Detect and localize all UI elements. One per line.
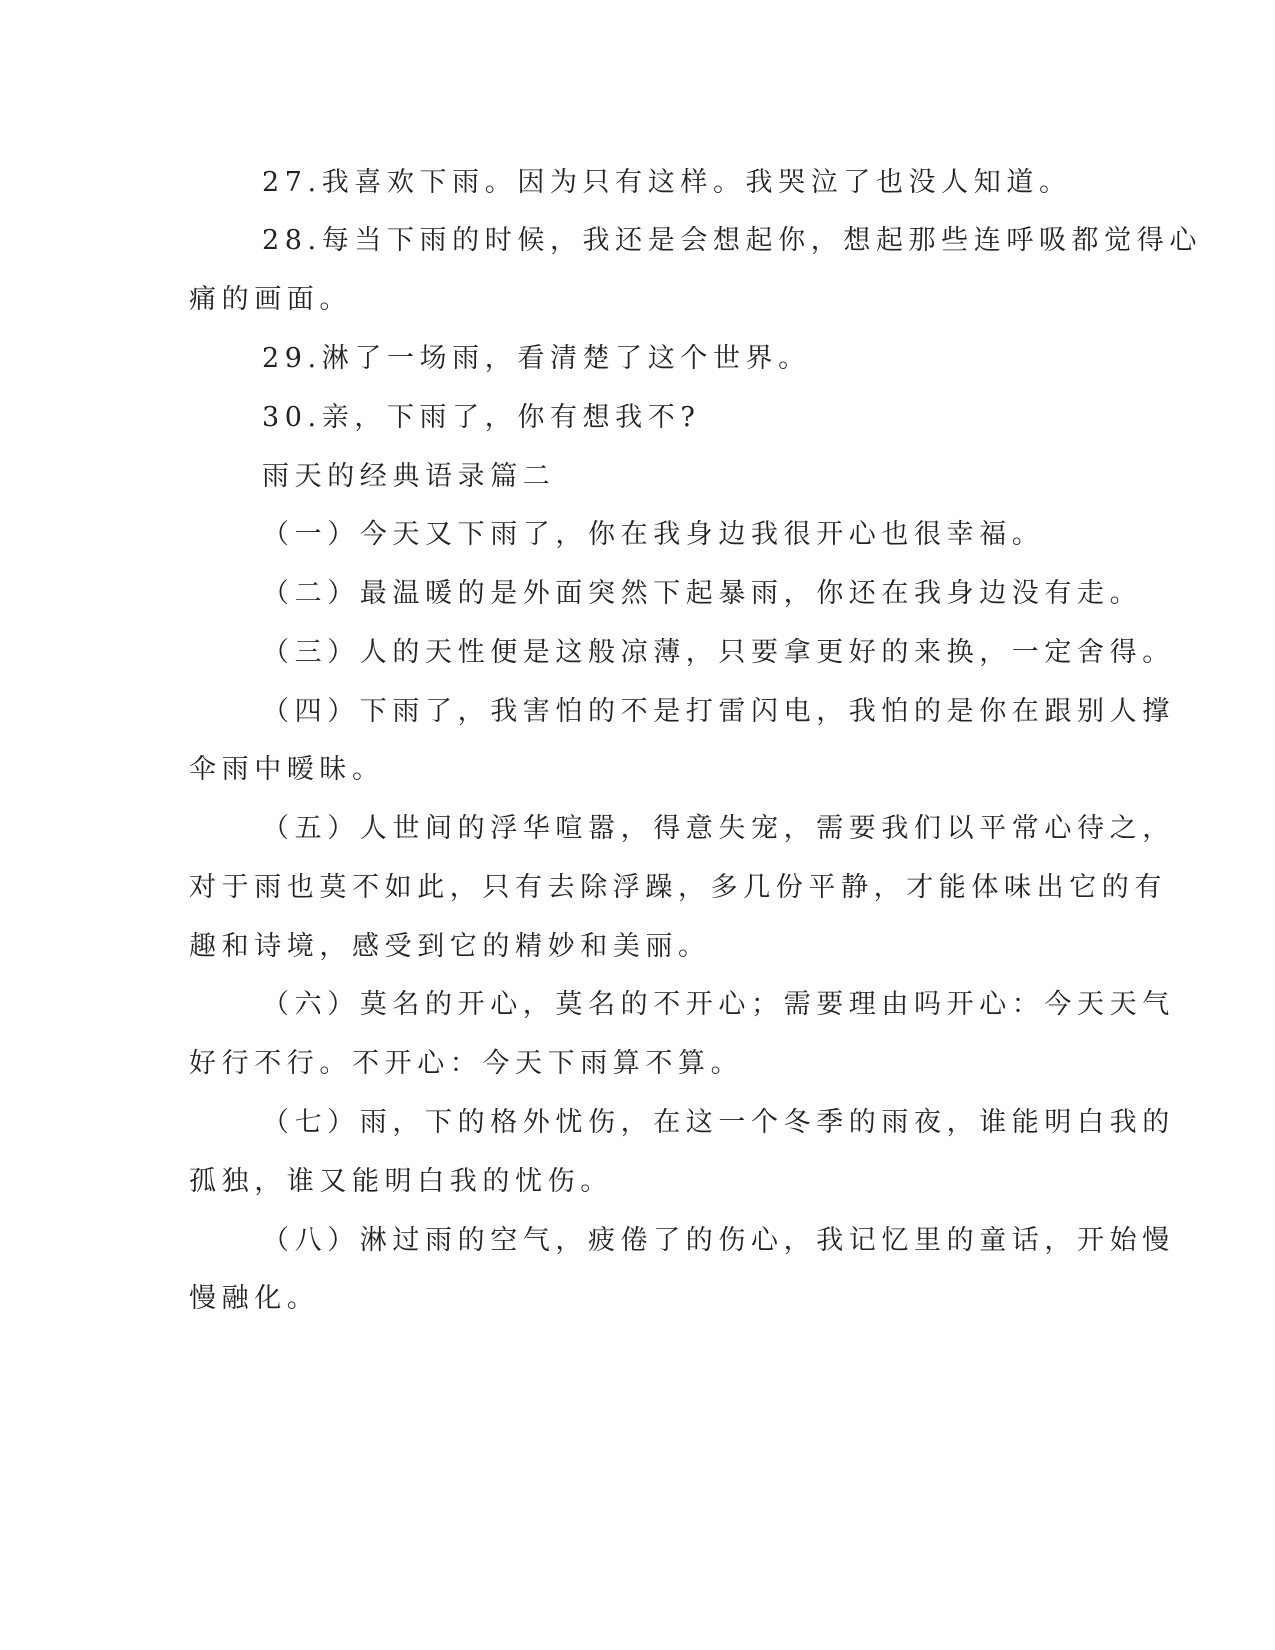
quote-7-line-2: 孤独，谁又能明白我的忧伤。 <box>189 1166 613 1197</box>
quote-7-line-1: （七）雨，下的格外忧伤，在这一个冬季的雨夜，谁能明白我的 <box>262 1107 1175 1138</box>
quote-28-line-1: 28.每当下雨的时候，我还是会想起你，想起那些连呼吸都觉得心 <box>262 225 1202 256</box>
quote-5-line-3: 趣和诗境，感受到它的精妙和美丽。 <box>189 931 711 962</box>
quote-3: （三）人的天性便是这般凉薄，只要拿更好的来换，一定舍得。 <box>262 637 1175 668</box>
quote-28-line-2: 痛的画面。 <box>189 284 352 315</box>
quote-8-line-2: 慢融化。 <box>189 1283 320 1314</box>
quote-6-line-1: （六）莫名的开心，莫名的不开心；需要理由吗开心：今天天气 <box>262 989 1175 1020</box>
quote-27: 27.我喜欢下雨。因为只有这样。我哭泣了也没人知道。 <box>262 167 1072 198</box>
quote-8-line-1: （八）淋过雨的空气，疲倦了的伤心，我记忆里的童话，开始慢 <box>262 1225 1175 1256</box>
quote-5-line-1: （五）人世间的浮华喧嚣，得意失宠，需要我们以平常心待之， <box>262 813 1175 844</box>
quote-4-line-1: （四）下雨了，我害怕的不是打雷闪电，我怕的是你在跟别人撑 <box>262 696 1175 727</box>
quote-5-line-2: 对于雨也莫不如此，只有去除浮躁，多几份平静，才能体味出它的有 <box>189 872 1167 903</box>
quote-29: 29.淋了一场雨，看清楚了这个世界。 <box>262 343 811 374</box>
quote-30: 30.亲，下雨了，你有想我不? <box>262 402 701 433</box>
quote-1: （一）今天又下雨了，你在我身边我很开心也很幸福。 <box>262 519 1045 550</box>
quote-4-line-2: 伞雨中暧昧。 <box>189 754 385 785</box>
quote-2: （二）最温暖的是外面突然下起暴雨，你还在我身边没有走。 <box>262 578 1143 609</box>
section-heading: 雨天的经典语录篇二 <box>262 461 556 492</box>
quote-6-line-2: 好行不行。不开心：今天下雨算不算。 <box>189 1048 744 1079</box>
